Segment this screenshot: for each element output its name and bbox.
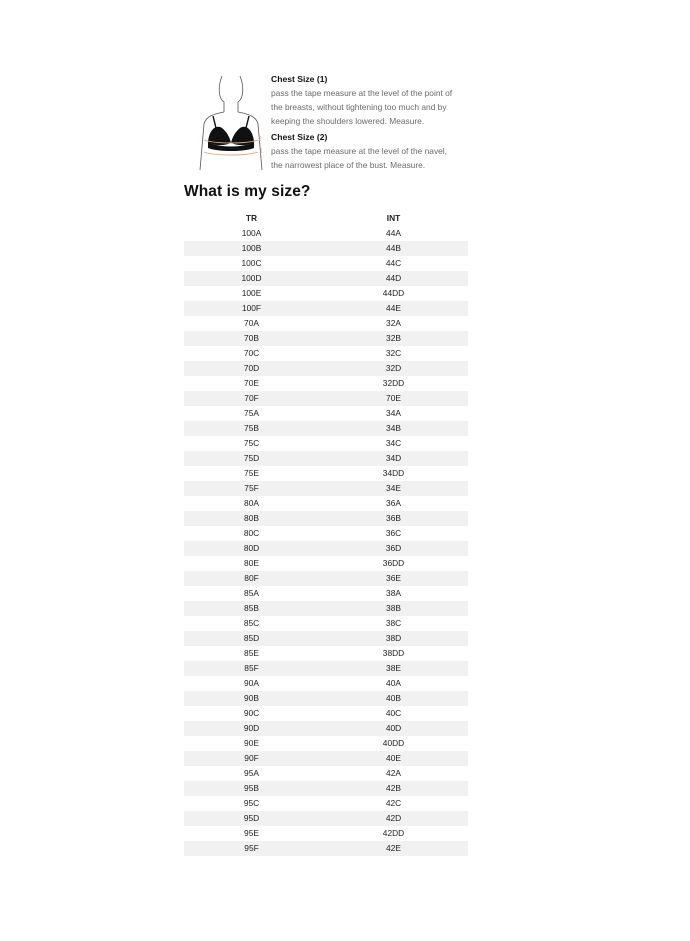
cell-int-size: 42C (385, 798, 402, 808)
cell-int-size: 38A (386, 588, 401, 598)
cell-tr-size: 85C (243, 618, 260, 628)
table-row (184, 826, 468, 841)
cell-int-size: 42A (386, 768, 401, 778)
cell-int-size: 34A (386, 408, 401, 418)
cell-tr-size: 75C (243, 438, 260, 448)
cell-int-size: 42DD (382, 828, 405, 838)
cell-tr-size: 90A (244, 678, 259, 688)
table-row (184, 271, 468, 286)
cell-int-size: 42B (319, 781, 468, 796)
table-row (184, 511, 468, 526)
cell-tr-size: 100E (241, 288, 262, 298)
cell-tr-size: 80E (244, 558, 259, 568)
marker-2: 2 (258, 136, 262, 143)
cell-tr-size: 95C (243, 798, 260, 808)
table-row (184, 331, 468, 346)
table-row (184, 751, 468, 766)
cell-tr-size: 75B (184, 421, 319, 436)
cell-tr-size: 100F (184, 301, 319, 316)
instruction-title: Chest Size (1) (271, 74, 328, 84)
table-row (184, 766, 468, 781)
cell-tr-size: 75F (184, 481, 319, 496)
cell-tr-size: 95D (184, 811, 319, 826)
instruction-chest-size-1 (271, 73, 481, 128)
table-row (184, 391, 468, 406)
cell-int-size: 32A (386, 318, 401, 328)
measurement-instructions (271, 73, 481, 175)
cell-tr-size: 90F (184, 751, 319, 766)
cell-tr-size: 80B (184, 511, 319, 526)
cell-int-size: 38D (319, 631, 468, 646)
cell-tr-size: 90D (184, 721, 319, 736)
table-row (184, 541, 468, 556)
cell-int-size: 40A (386, 678, 401, 688)
table-row (184, 481, 468, 496)
cell-int-size: 40E (319, 751, 468, 766)
cell-int-size: 36D (319, 541, 468, 556)
table-row (184, 406, 468, 421)
table-row (184, 706, 468, 721)
cell-int-size: 38B (319, 601, 468, 616)
table-row (184, 316, 468, 331)
cell-tr-size: 75A (244, 408, 259, 418)
cell-int-size: 70E (319, 391, 468, 406)
table-row (184, 466, 468, 481)
bra-fit-diagram-icon (196, 72, 268, 172)
cell-int-size: 44A (386, 228, 401, 238)
cell-tr-size: 70A (244, 318, 259, 328)
cell-tr-size: 100A (241, 228, 262, 238)
table-row (184, 586, 468, 601)
table-row (184, 811, 468, 826)
cell-int-size: 32DD (382, 378, 405, 388)
table-row (184, 286, 468, 301)
instruction-line: the breasts, without tightening too much and by (271, 102, 447, 112)
cell-tr-size: 100B (184, 241, 319, 256)
table-row (184, 556, 468, 571)
cell-int-size: 36E (319, 571, 468, 586)
table-row (184, 361, 468, 376)
cell-int-size: 40B (319, 691, 468, 706)
table-row (184, 496, 468, 511)
table-row (184, 661, 468, 676)
cell-int-size: 32C (385, 348, 402, 358)
cell-int-size: 42E (319, 841, 468, 856)
table-row (184, 646, 468, 661)
cell-int-size: 44B (319, 241, 468, 256)
cell-int-size: 34D (319, 451, 468, 466)
cell-tr-size: 95A (244, 768, 259, 778)
cell-tr-size: 75D (184, 451, 319, 466)
table-row (184, 346, 468, 361)
cell-tr-size: 90C (243, 708, 260, 718)
cell-int-size: 40C (385, 708, 402, 718)
marker-1: 1 (259, 148, 263, 155)
page-title: What is my size? (184, 183, 311, 200)
cell-int-size: 34E (319, 481, 468, 496)
cell-int-size: 36A (386, 498, 401, 508)
cell-tr-size: 70B (184, 331, 319, 346)
cell-int-size: 38DD (382, 648, 405, 658)
cell-tr-size: 70D (184, 361, 319, 376)
instruction-line: the narrowest place of the bust. Measure. (271, 160, 426, 170)
cell-tr-size: 70C (243, 348, 260, 358)
table-row (184, 376, 468, 391)
cell-tr-size: 100D (184, 271, 319, 286)
cell-tr-size: 75E (244, 468, 259, 478)
cell-tr-size: 85F (184, 661, 319, 676)
cell-int-size: 44DD (382, 288, 405, 298)
table-row (184, 721, 468, 736)
cell-tr-size: 80C (243, 528, 260, 538)
cell-tr-size: 90B (184, 691, 319, 706)
cell-tr-size: 100C (241, 258, 262, 268)
cell-int-size: 38C (385, 618, 402, 628)
cell-int-size: 40D (319, 721, 468, 736)
cell-int-size: 38E (319, 661, 468, 676)
table-row (184, 616, 468, 631)
cell-tr-size: 85D (184, 631, 319, 646)
table-row (184, 601, 468, 616)
table-row (184, 631, 468, 646)
instruction-chest-size-2 (271, 131, 481, 172)
cell-int-size: 44E (319, 301, 468, 316)
table-row (184, 301, 468, 316)
table-row (184, 676, 468, 691)
cell-int-size: 42D (319, 811, 468, 826)
cell-tr-size: 80F (184, 571, 319, 586)
cell-tr-size: 80A (244, 498, 259, 508)
cell-int-size: 32D (319, 361, 468, 376)
table-row (184, 421, 468, 436)
cell-tr-size: 85B (184, 601, 319, 616)
cell-tr-size: 85A (244, 588, 259, 598)
cell-tr-size: 70F (184, 391, 319, 406)
table-row (184, 736, 468, 751)
table-row (184, 241, 468, 256)
cell-int-size: 36C (385, 528, 402, 538)
size-rows (184, 226, 468, 856)
table-row (184, 256, 468, 271)
table-row (184, 571, 468, 586)
cell-tr-size: 95B (184, 781, 319, 796)
table-row (184, 451, 468, 466)
cell-int-size: 34DD (382, 468, 405, 478)
table-row (184, 781, 468, 796)
cell-int-size: 44C (385, 258, 402, 268)
instruction-line: keeping the shoulders lowered. Measure. (271, 116, 425, 126)
instruction-title: Chest Size (2) (271, 132, 328, 142)
cell-int-size: 34B (319, 421, 468, 436)
table-row (184, 526, 468, 541)
cell-int-size: 40DD (382, 738, 405, 748)
size-chart-table (184, 211, 468, 856)
column-header-tr: TR (245, 213, 258, 223)
cell-int-size: 32B (319, 331, 468, 346)
cell-int-size: 36B (319, 511, 468, 526)
table-row (184, 841, 468, 856)
table-row (184, 226, 468, 241)
cell-tr-size: 85E (244, 648, 259, 658)
cell-tr-size: 80D (184, 541, 319, 556)
column-header-int: INT (386, 213, 401, 223)
cell-tr-size: 70E (244, 378, 259, 388)
table-row (184, 436, 468, 451)
cell-int-size: 44D (319, 271, 468, 286)
table-row (184, 796, 468, 811)
instruction-line: pass the tape measure at the level of the point of (271, 88, 453, 98)
cell-tr-size: 90E (244, 738, 259, 748)
instruction-line: pass the tape measure at the level of the navel, (271, 146, 447, 156)
cell-int-size: 36DD (382, 558, 405, 568)
table-row (184, 691, 468, 706)
cell-int-size: 34C (385, 438, 402, 448)
table-header-row (184, 211, 468, 226)
cell-tr-size: 95F (184, 841, 319, 856)
cell-tr-size: 95E (244, 828, 259, 838)
